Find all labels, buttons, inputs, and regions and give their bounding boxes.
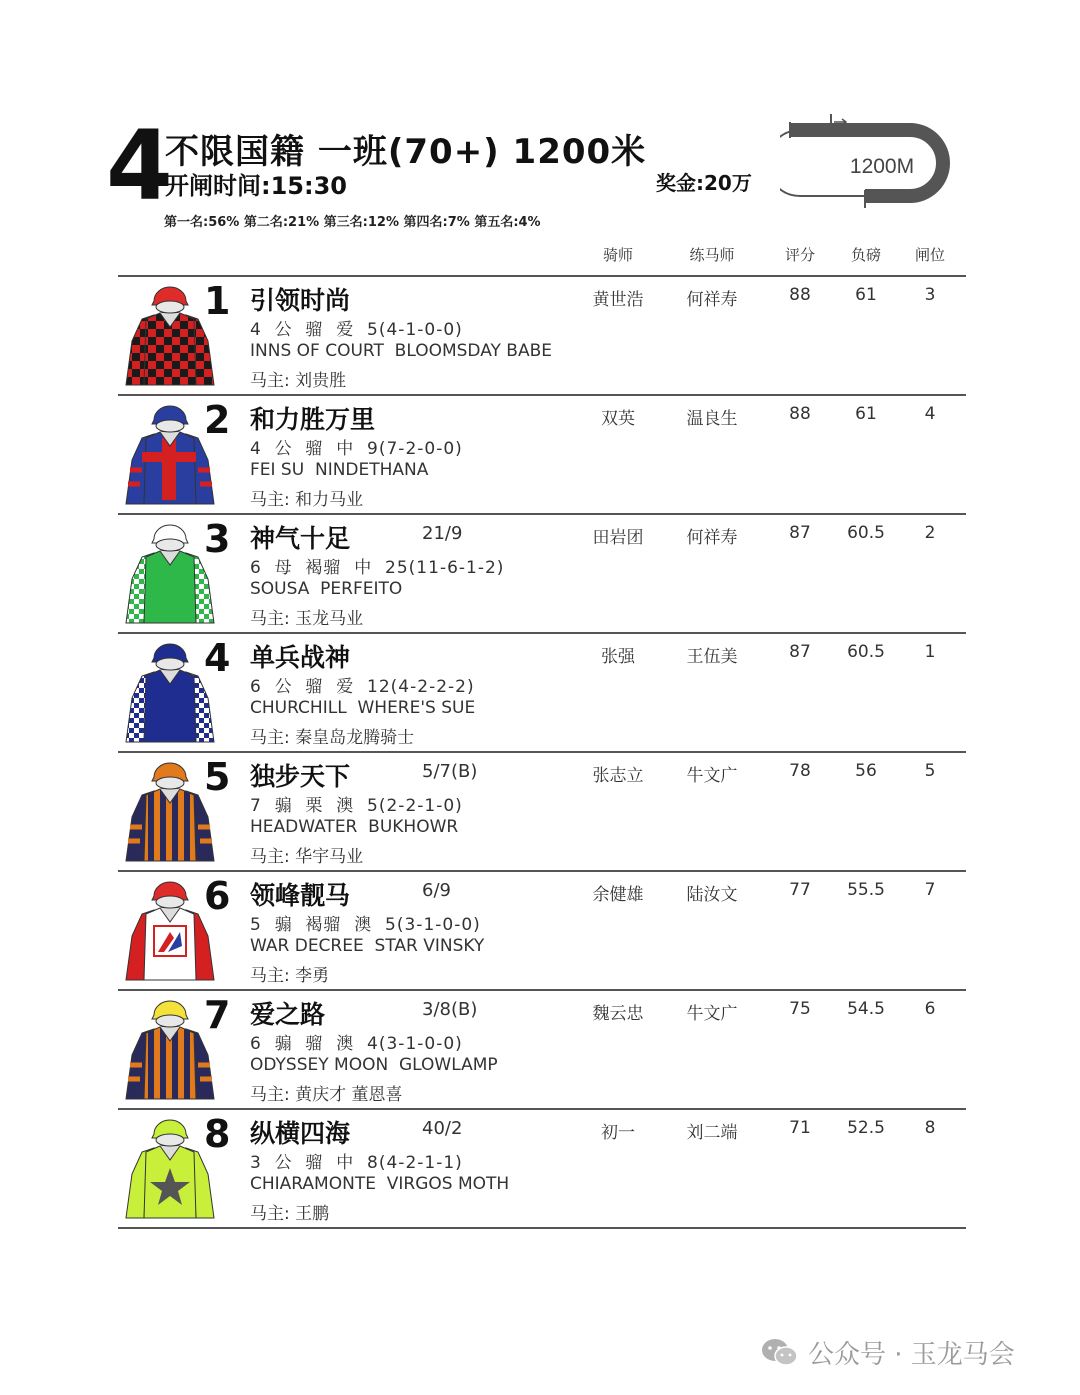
- draw-cell: 4: [924, 404, 936, 424]
- horse-row: [0, 751, 1080, 870]
- rating-cell: 88: [789, 404, 811, 424]
- horse-owner: 马主: 李勇: [250, 966, 330, 986]
- horse-pedigree: CHURCHILL WHERE'S SUE: [250, 698, 476, 718]
- weight-cell: 61: [855, 285, 877, 305]
- track-diagram: [780, 108, 980, 218]
- horse-pedigree: WAR DECREE STAR VINSKY: [250, 936, 485, 956]
- draw-cell: 5: [924, 761, 936, 781]
- horse-owner: 马主: 玉龙马业: [250, 609, 364, 629]
- weight-cell: 54.5: [847, 999, 885, 1019]
- trainer-cell: 温良生: [686, 409, 738, 429]
- horse-row: [0, 632, 1080, 751]
- header-trainer: 练马师: [689, 246, 735, 264]
- draw-cell: 3: [924, 285, 936, 305]
- weight-cell: 61: [855, 404, 877, 424]
- row-divider: [118, 1227, 966, 1229]
- horse-number: 5: [204, 755, 231, 799]
- horse-info: 6 骟 骝 澳 4(3-1-0-0): [250, 1034, 463, 1054]
- horse-row: [0, 513, 1080, 632]
- header-weight: 负磅: [850, 246, 881, 264]
- weight-cell: 52.5: [847, 1118, 885, 1138]
- rating-cell: 75: [789, 999, 811, 1019]
- horse-pedigree: ODYSSEY MOON GLOWLAMP: [250, 1055, 498, 1075]
- horse-pedigree: SOUSA PERFEITO: [250, 579, 403, 599]
- horse-row: [0, 870, 1080, 989]
- horse-owner: 马主: 秦皇岛龙腾骑士: [250, 728, 415, 748]
- prize: 奖金:20万: [656, 171, 752, 195]
- jockey-cell: 双英: [601, 409, 635, 429]
- horse-pedigree: CHIARAMONTE VIRGOS MOTH: [250, 1174, 510, 1194]
- horse-info: 5 骟 褐骝 澳 5(3-1-0-0): [250, 915, 481, 935]
- horse-name: 和力胜万里: [250, 405, 376, 434]
- rating-cell: 88: [789, 285, 811, 305]
- rating-cell: 87: [789, 642, 811, 662]
- horse-number: 6: [204, 874, 231, 918]
- header-draw: 闸位: [914, 246, 945, 264]
- jockey-cell: 黄世浩: [592, 290, 644, 310]
- horse-name: 纵横四海: [250, 1119, 351, 1148]
- weight-cell: 60.5: [847, 642, 885, 662]
- trainer-cell: 何祥寿: [686, 528, 738, 548]
- horse-row: [0, 275, 1080, 394]
- horse-owner: 马主: 和力马业: [250, 490, 364, 510]
- jockey-silk-icon: [124, 638, 216, 746]
- jockey-cell: 余健雄: [592, 885, 644, 905]
- rating-cell: 78: [789, 761, 811, 781]
- jockey-silk-icon: [124, 757, 216, 865]
- horse-name: 神气十足: [250, 524, 351, 553]
- wechat-icon: [760, 1337, 800, 1369]
- horse-row: [0, 1108, 1080, 1227]
- horse-info: 6 公 骝 爱 12(4-2-2-2): [250, 677, 475, 697]
- horse-name: 引领时尚: [250, 286, 351, 315]
- jockey-silk-icon: [124, 281, 216, 389]
- header-jockey: 骑师: [602, 246, 633, 264]
- horse-odds: 5/7(B): [422, 761, 478, 782]
- horse-number: 1: [204, 279, 231, 323]
- weight-cell: 56: [855, 761, 877, 781]
- horse-odds: 40/2: [422, 1118, 463, 1139]
- footer-text: 公众号 · 玉龙马会: [808, 1340, 1015, 1370]
- horse-pedigree: INNS OF COURT BLOOMSDAY BABE: [250, 341, 552, 361]
- horse-row: [0, 394, 1080, 513]
- horse-pedigree: FEI SU NINDETHANA: [250, 460, 429, 480]
- horse-owner: 马主: 王鹏: [250, 1204, 330, 1224]
- jockey-cell: 魏云忠: [592, 1004, 644, 1024]
- horse-owner: 马主: 华宇马业: [250, 847, 364, 867]
- trainer-cell: 牛文广: [686, 766, 738, 786]
- jockey-silk-icon: [124, 876, 216, 984]
- horse-info: 3 公 骝 中 8(4-2-1-1): [250, 1153, 463, 1173]
- horse-row: [0, 989, 1080, 1108]
- horse-number: 7: [204, 993, 231, 1037]
- horse-pedigree: HEADWATER BUKHOWR: [250, 817, 459, 837]
- horse-odds: 21/9: [422, 523, 463, 544]
- rating-cell: 87: [789, 523, 811, 543]
- horse-name: 爱之路: [250, 1000, 326, 1029]
- trainer-cell: 王伍美: [686, 647, 738, 667]
- horse-info: 6 母 褐骝 中 25(11-6-1-2): [250, 558, 505, 578]
- weight-cell: 60.5: [847, 523, 885, 543]
- horse-name: 独步天下: [250, 762, 351, 791]
- horse-info: 4 公 骝 爱 5(4-1-0-0): [250, 320, 463, 340]
- draw-cell: 2: [924, 523, 936, 543]
- horse-number: 2: [204, 398, 231, 442]
- jockey-cell: 初一: [601, 1123, 635, 1143]
- race-number: 4: [106, 110, 173, 222]
- draw-cell: 8: [924, 1118, 936, 1138]
- horse-odds: 6/9: [422, 880, 451, 901]
- horse-number: 8: [204, 1112, 231, 1156]
- horse-name: 单兵战神: [250, 643, 351, 672]
- horse-owner: 马主: 刘贵胜: [250, 371, 347, 391]
- jockey-silk-icon: [124, 400, 216, 508]
- jockey-silk-icon: [124, 995, 216, 1103]
- weight-cell: 55.5: [847, 880, 885, 900]
- trainer-cell: 刘二端: [686, 1123, 738, 1143]
- horse-number: 4: [204, 636, 231, 680]
- jockey-cell: 张强: [601, 647, 635, 667]
- race-title: 不限国籍 一班(70+) 1200米: [165, 132, 647, 172]
- jockey-silk-icon: [124, 519, 216, 627]
- draw-cell: 1: [924, 642, 936, 662]
- prize-split: 第一名:56% 第二名:21% 第三名:12% 第四名:7% 第五名:4%: [164, 215, 541, 230]
- rating-cell: 71: [789, 1118, 811, 1138]
- horse-info: 4 公 骝 中 9(7-2-0-0): [250, 439, 463, 459]
- draw-cell: 7: [924, 880, 936, 900]
- jockey-cell: 田岩团: [592, 528, 644, 548]
- jockey-silk-icon: [124, 1114, 216, 1222]
- horse-owner: 马主: 黄庆才 董恩喜: [250, 1085, 403, 1105]
- trainer-cell: 何祥寿: [686, 290, 738, 310]
- horse-info: 7 骟 栗 澳 5(2-2-1-0): [250, 796, 463, 816]
- horse-name: 领峰靓马: [250, 881, 351, 910]
- draw-cell: 6: [924, 999, 936, 1019]
- horse-number: 3: [204, 517, 231, 561]
- start-time: 开闸时间:15:30: [165, 172, 347, 200]
- rating-cell: 77: [789, 880, 811, 900]
- footer: [760, 1334, 1015, 1371]
- trainer-cell: 牛文广: [686, 1004, 738, 1024]
- horse-odds: 3/8(B): [422, 999, 478, 1020]
- header-rating: 评分: [784, 246, 815, 264]
- trainer-cell: 陆汝文: [686, 885, 738, 905]
- jockey-cell: 张志立: [592, 766, 644, 786]
- track-label: 1200M: [849, 155, 915, 178]
